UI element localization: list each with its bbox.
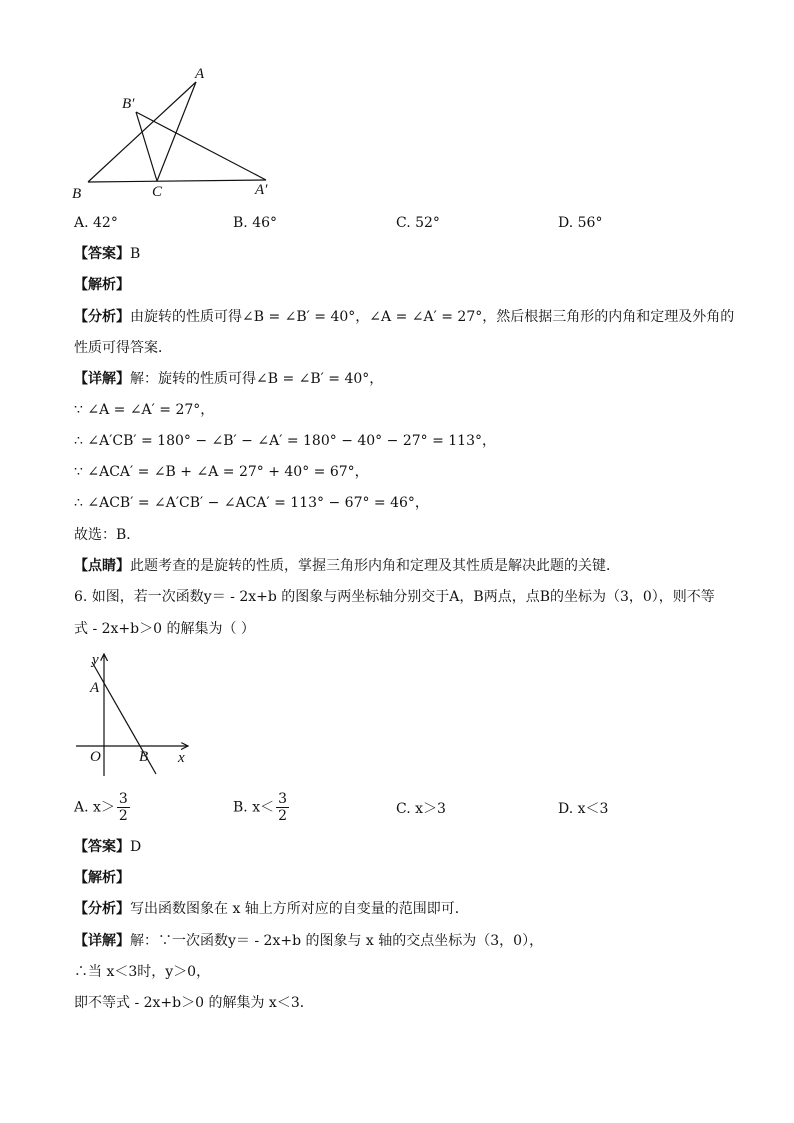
- segment-BprimeAprime: [136, 112, 266, 180]
- q6-xiangjie-line3: 即不等式 - 2x+b＞0 的解集为 x＜3．: [74, 995, 314, 1011]
- fenxi-tag: 【分析】: [74, 309, 130, 325]
- fraction-numerator: 3: [118, 791, 128, 807]
- xiangjie-text: 解：旋转的性质可得∠B = ∠B′ = 40°，: [130, 371, 384, 387]
- label-B: B: [72, 186, 82, 202]
- q6-jiexi-heading: 【解析】: [74, 870, 130, 886]
- dianjing-tag: 【点睛】: [74, 558, 130, 574]
- option-a-prefix: A. x＞: [74, 799, 115, 816]
- label-B-prime: B′: [122, 96, 135, 112]
- q5-xiangjie-line5: ∴ ∠ACB′ = ∠A′CB′ − ∠ACA′ = 113° − 67° = 46°，: [74, 495, 429, 511]
- q5-option-b: B. 46°: [233, 215, 278, 231]
- q5-answer: [74, 245, 140, 263]
- fenxi-text: 由旋转的性质可得∠B = ∠B′ = 40°，∠A = ∠A′ = 27°，然后根据三角形的内角和定理及外角的: [130, 309, 735, 325]
- xiangjie-text: 解：∵一次函数y＝ - 2x+b 的图象与 x 轴的交点坐标为（3，0），: [130, 933, 544, 949]
- q5-option-c: C. 52°: [396, 215, 440, 231]
- q6-option-c: C. x＞3: [396, 801, 446, 817]
- q5-option-d: D. 56°: [558, 215, 603, 231]
- q5-fenxi-line2: 性质可得答案．: [74, 340, 172, 356]
- q6-stem-line1: 6. 如图，若一次函数y＝ - 2x+b 的图象与两坐标轴分别交于A，B两点，点B的坐标为（3，0），则不等: [74, 589, 715, 605]
- segment-BprimeC: [136, 112, 157, 181]
- label-O: O: [90, 749, 101, 765]
- q5-xiangjie-line1: [74, 370, 383, 388]
- answer-value: D: [130, 839, 142, 855]
- xiangjie-tag: 【详解】: [74, 933, 130, 949]
- dianjing-text: 此题考查的是旋转的性质，掌握三角形内角和定理及其性质是解决此题的关键．: [130, 558, 620, 574]
- fraction-numerator: 3: [278, 791, 288, 807]
- segment-BAprime: [88, 180, 266, 182]
- rotation-figure: [60, 60, 290, 205]
- q6-xiangjie-line1: [74, 932, 543, 950]
- q5-option-a: A. 42°: [74, 215, 118, 231]
- linear-graph: [70, 648, 200, 776]
- option-b-fraction: [276, 791, 289, 824]
- q6-stem-line2: 式 - 2x+b＞0 的解集为（ ）: [74, 621, 255, 637]
- fraction-denominator: 2: [278, 808, 288, 824]
- q5-xiangjie-line6: 故选：B．: [74, 527, 141, 543]
- q5-jiexi-heading: 【解析】: [74, 277, 130, 293]
- q6-xiangjie-line2: ∴当 x＜3时，y＞0，: [74, 964, 211, 980]
- fraction-denominator: 2: [118, 808, 128, 824]
- q5-xiangjie-line4: ∵ ∠ACA′ = ∠B + ∠A = 27° + 40° = 67°，: [74, 464, 369, 480]
- label-B: B: [139, 749, 149, 765]
- q5-xiangjie-line3: ∴ ∠A′CB′ = 180° − ∠B′ − ∠A′ = 180° − 40° − 27° = 113°，: [74, 433, 496, 449]
- label-x: x: [178, 750, 185, 766]
- label-A-prime: A′: [255, 182, 268, 198]
- q6-fenxi: [74, 900, 469, 918]
- segment-AC: [157, 82, 196, 181]
- q5-xiangjie-line2: ∵ ∠A = ∠A′ = 27°，: [74, 402, 215, 418]
- label-C: C: [152, 184, 163, 200]
- label-y: y: [92, 652, 99, 668]
- q6-option-b: [233, 791, 289, 824]
- q6-answer: [74, 838, 141, 856]
- label-A: A: [90, 680, 100, 696]
- answer-value: B: [130, 246, 141, 262]
- xiangjie-tag: 【详解】: [74, 371, 130, 387]
- fenxi-text: 写出函数图象在 x 轴上方所对应的自变量的范围即可．: [130, 901, 469, 917]
- fenxi-tag: 【分析】: [74, 901, 130, 917]
- option-a-fraction: [117, 791, 130, 824]
- label-A: A: [195, 66, 205, 82]
- q6-option-d: D. x＜3: [558, 801, 609, 817]
- q6-option-a: [74, 791, 130, 824]
- answer-tag: 【答案】: [74, 246, 130, 262]
- option-b-prefix: B. x＜: [233, 799, 275, 816]
- q5-dianjing: [74, 557, 620, 575]
- q5-fenxi-line1: [74, 308, 734, 326]
- answer-tag: 【答案】: [74, 839, 130, 855]
